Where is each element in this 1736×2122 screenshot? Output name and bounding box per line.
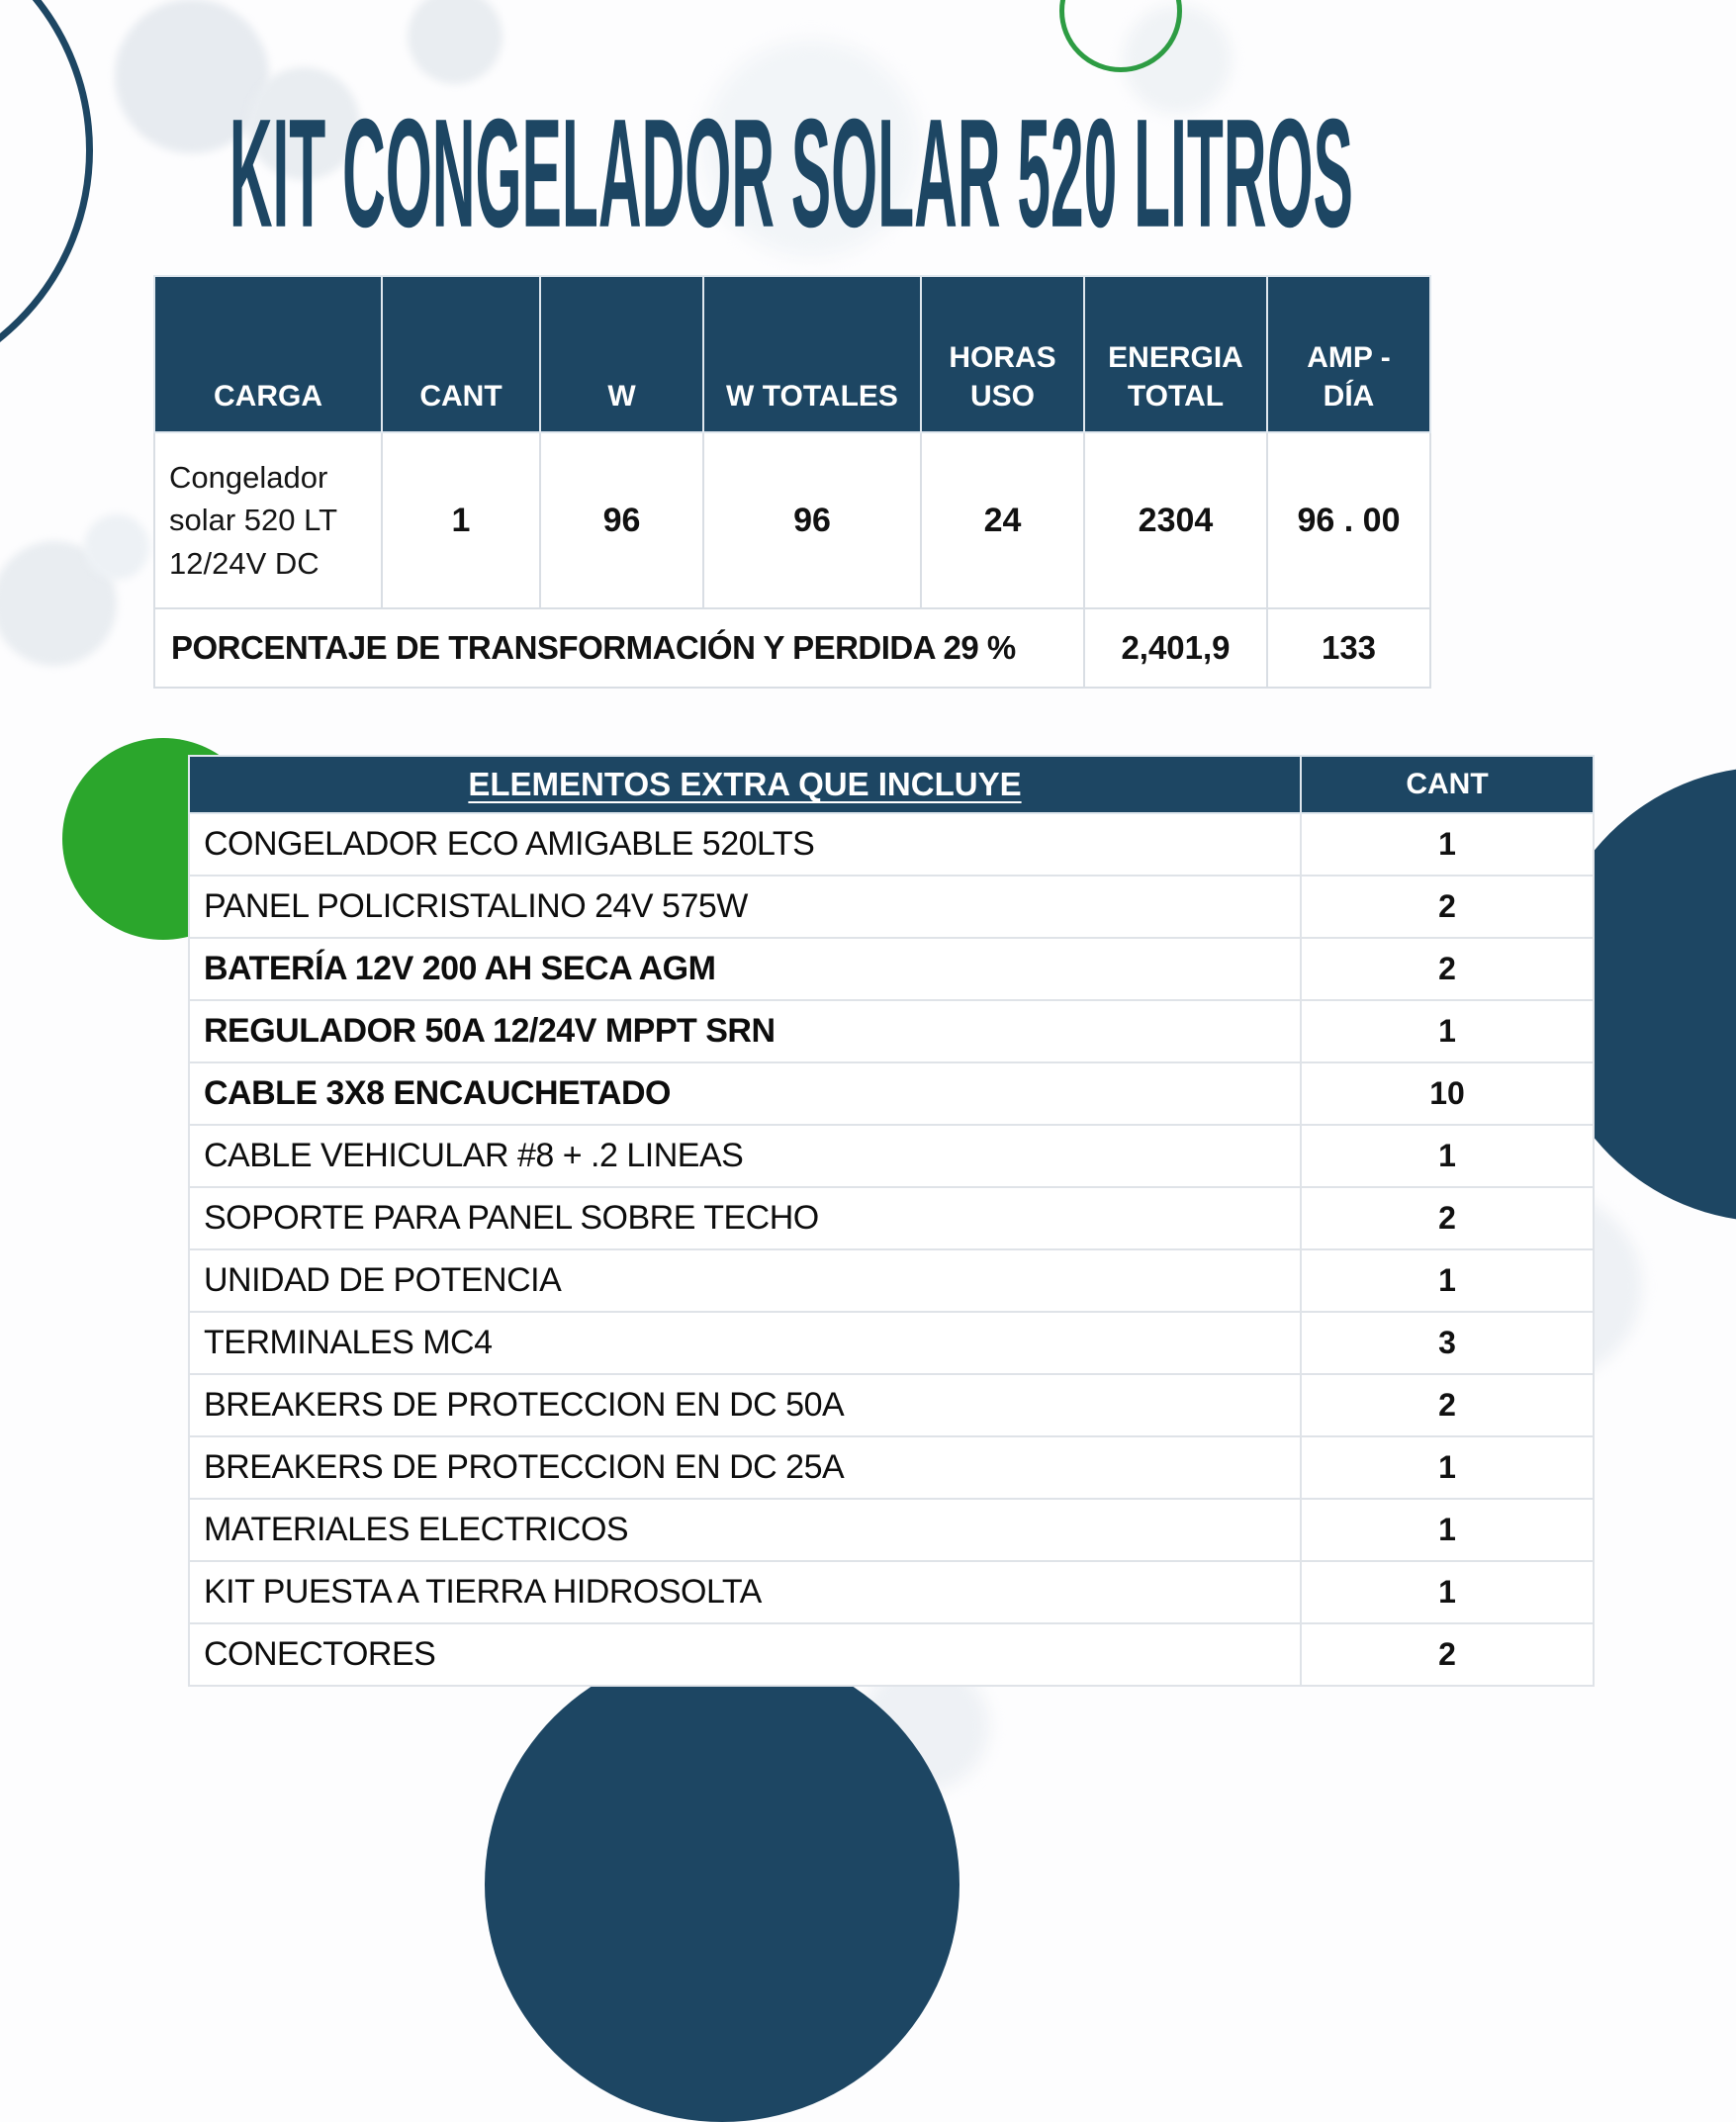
extras-item-qty: 2 <box>1301 1374 1594 1436</box>
extras-item-name: TERMINALES MC4 <box>189 1312 1301 1374</box>
extras-item-qty: 2 <box>1301 938 1594 1000</box>
load-cell-energia-total: 2304 <box>1084 432 1267 608</box>
extras-row <box>189 876 1594 938</box>
extras-item-name: CABLE 3X8 ENCAUCHETADO <box>189 1062 1301 1125</box>
extras-item-qty: 3 <box>1301 1312 1594 1374</box>
extras-item-name: MATERIALES ELECTRICOS <box>189 1499 1301 1561</box>
navy-disc-bottom-circle <box>485 1647 959 2122</box>
extras-item-qty: 2 <box>1301 1623 1594 1686</box>
extras-row <box>189 1000 1594 1062</box>
load-table <box>153 275 1431 689</box>
extras-item-name: REGULADOR 50A 12/24V MPPT SRN <box>189 1000 1301 1062</box>
extras-row <box>189 1499 1594 1561</box>
footer-label: PORCENTAJE DE TRANSFORMACIÓN Y PERDIDA 29 % <box>154 608 1084 688</box>
load-header-w-totales: W TOTALES <box>703 276 921 432</box>
page-title-text: KIT CONGELADOR SOLAR 520 LITROS <box>228 87 1354 260</box>
navy-ring-circle <box>0 0 93 395</box>
load-cell-w-totales: 96 <box>703 432 921 608</box>
extras-row <box>189 1062 1594 1125</box>
extras-row <box>189 1125 1594 1187</box>
footer-energia-total: 2,401,9 <box>1084 608 1267 688</box>
load-cell-horas-uso: 24 <box>921 432 1084 608</box>
extras-item-name: BREAKERS DE PROTECCION EN DC 50A <box>189 1374 1301 1436</box>
extras-row <box>189 1249 1594 1312</box>
extras-item-qty: 10 <box>1301 1062 1594 1125</box>
extras-item-name: CONGELADOR ECO AMIGABLE 520LTS <box>189 813 1301 876</box>
extras-header-row <box>189 756 1594 813</box>
load-cell-carga: Congelador solar 520 LT 12/24V DC <box>154 432 382 608</box>
extras-item-name: PANEL POLICRISTALINO 24V 575W <box>189 876 1301 938</box>
extras-row <box>189 1561 1594 1623</box>
extras-item-name: BREAKERS DE PROTECCION EN DC 25A <box>189 1436 1301 1499</box>
extras-item-qty: 1 <box>1301 1436 1594 1499</box>
extras-item-name: CONECTORES <box>189 1623 1301 1686</box>
load-header-amp-dia: AMP - DÍA <box>1267 276 1430 432</box>
extras-item-name: CABLE VEHICULAR #8 + .2 LINEAS <box>189 1125 1301 1187</box>
extras-row <box>189 1374 1594 1436</box>
extras-header-cant: CANT <box>1301 756 1594 813</box>
load-table-header-row <box>154 276 1430 432</box>
extras-item-qty: 1 <box>1301 1561 1594 1623</box>
extras-item-qty: 1 <box>1301 1499 1594 1561</box>
footer-amp-dia: 133 <box>1267 608 1430 688</box>
load-header-horas-uso: HORAS USO <box>921 276 1084 432</box>
extras-item-qty: 1 <box>1301 813 1594 876</box>
load-header-carga: CARGA <box>154 276 382 432</box>
gray-blob-circle <box>84 514 149 580</box>
load-header-energia-total: ENERGIA TOTAL <box>1084 276 1267 432</box>
extras-table <box>188 755 1595 1687</box>
extras-item-qty: 2 <box>1301 1187 1594 1249</box>
page-title <box>153 87 1429 260</box>
extras-row <box>189 1187 1594 1249</box>
load-cell-w: 96 <box>540 432 703 608</box>
extras-item-qty: 2 <box>1301 876 1594 938</box>
extras-row <box>189 938 1594 1000</box>
extras-item-name: UNIDAD DE POTENCIA <box>189 1249 1301 1312</box>
extras-item-qty: 1 <box>1301 1249 1594 1312</box>
load-table-data-row <box>154 432 1430 608</box>
extras-row <box>189 1436 1594 1499</box>
load-header-cant: CANT <box>382 276 540 432</box>
load-header-w: W <box>540 276 703 432</box>
extras-item-name: KIT PUESTA A TIERRA HIDROSOLTA <box>189 1561 1301 1623</box>
extras-item-name: BATERÍA 12V 200 AH SECA AGM <box>189 938 1301 1000</box>
extras-item-qty: 1 <box>1301 1125 1594 1187</box>
extras-row <box>189 1312 1594 1374</box>
gray-blob-circle <box>408 0 503 84</box>
load-cell-amp-dia: 96 . 00 <box>1267 432 1430 608</box>
extras-item-name: SOPORTE PARA PANEL SOBRE TECHO <box>189 1187 1301 1249</box>
extras-header-items: ELEMENTOS EXTRA QUE INCLUYE <box>189 756 1301 813</box>
load-cell-cant: 1 <box>382 432 540 608</box>
load-table-footer-row <box>154 608 1430 688</box>
extras-row <box>189 813 1594 876</box>
extras-item-qty: 1 <box>1301 1000 1594 1062</box>
extras-row <box>189 1623 1594 1686</box>
